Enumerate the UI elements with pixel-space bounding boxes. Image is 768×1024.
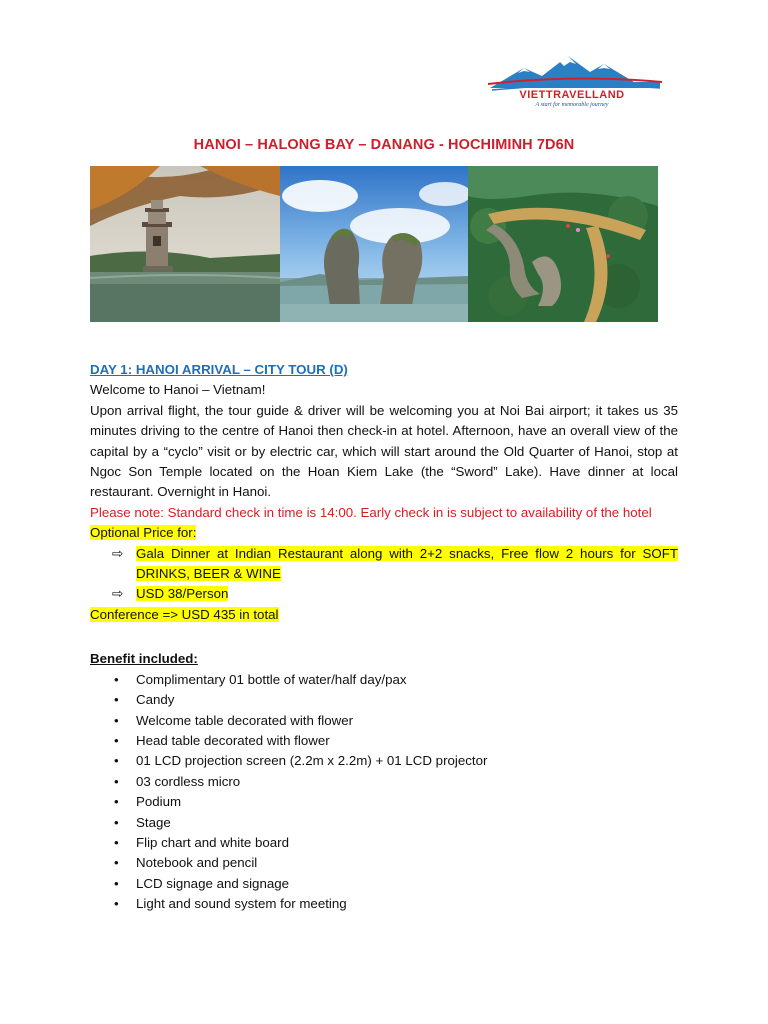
bullet-icon: •	[114, 875, 119, 891]
logo-name: VIETTRAVELLAND	[519, 89, 625, 101]
bullet-icon: •	[114, 814, 119, 830]
list-item: • Head table decorated with flower	[90, 731, 678, 751]
bullet-icon: •	[114, 794, 119, 810]
list-item: • 01 LCD projection screen (2.2m x 2.2m) + 01 LCD projector	[90, 751, 678, 771]
halong-bay-rocks-photo	[280, 166, 468, 322]
photo-strip	[90, 166, 658, 322]
bullet-icon: •	[114, 692, 119, 708]
page-title: HANOI – HALONG BAY – DANANG - HOCHIMINH 7D6N	[193, 137, 575, 153]
bullet-icon: •	[114, 855, 119, 871]
danang-golden-bridge-photo	[468, 166, 658, 322]
list-item: • Light and sound system for meeting	[90, 894, 678, 914]
list-item: • Candy	[90, 690, 678, 710]
list-item: • LCD signage and signage	[90, 874, 678, 894]
bullet-icon: •	[114, 773, 119, 789]
bullet-icon: •	[114, 712, 119, 728]
day-heading: DAY 1: HANOI ARRIVAL – CITY TOUR (D)	[90, 362, 348, 377]
day-description: Upon arrival flight, the tour guide & driver will be welcoming you at Noi Bai airport; it takes us 35 minutes driving to the centre of Hanoi then check-in at hotel. Afternoon, have an overall view of the capital by a “cyclo” visit or by electric car, which will start around the Old Quarter of Hanoi, stop at Ngoc Son Temple located on the Hoan Kiem Lake (the “Sword” Lake). Have dinner at local restaurant. Overnight in Hanoi.	[90, 402, 678, 500]
benefit-title: Benefit included:	[90, 651, 198, 667]
arrow-right-icon: ⇨	[112, 545, 124, 561]
itinerary-content	[90, 360, 678, 915]
optional-item: ⇨ USD 38/Person	[90, 584, 678, 604]
list-item: • Notebook and pencil	[90, 853, 678, 873]
conference-price: Conference => USD 435 in total	[90, 606, 279, 622]
list-item: • Flip chart and white board	[90, 833, 678, 853]
welcome-text: Welcome to Hanoi – Vietnam!	[90, 382, 266, 398]
hanoi-turtle-tower-photo	[90, 166, 280, 322]
list-item: • Welcome table decorated with flower	[90, 711, 678, 731]
list-item: • Complimentary 01 bottle of water/half day/pax	[90, 670, 678, 690]
list-item: • Stage	[90, 813, 678, 833]
bullet-icon: •	[114, 753, 119, 769]
bullet-icon: •	[114, 732, 119, 748]
company-logo	[484, 52, 678, 112]
list-item: • Podium	[90, 792, 678, 812]
arrow-right-icon: ⇨	[112, 586, 124, 602]
logo-tagline: A start for memorable journey	[535, 102, 609, 108]
benefit-list	[90, 670, 678, 915]
optional-item: ⇨ Gala Dinner at Indian Restaurant along with 2+2 snacks, Free flow 2 hours for SOFT DRINKS, BEER & WINE	[112, 545, 678, 582]
optional-price-label: Optional Price for:	[90, 525, 197, 541]
checkin-note: Please note: Standard check in time is 14:00. Early check in is subject to availability of the hotel	[90, 504, 652, 520]
bullet-icon: •	[114, 896, 119, 912]
mountain-logo-icon	[484, 52, 678, 92]
bullet-icon: •	[114, 671, 119, 687]
list-item: • 03 cordless micro	[90, 772, 678, 792]
bullet-icon: •	[114, 834, 119, 850]
